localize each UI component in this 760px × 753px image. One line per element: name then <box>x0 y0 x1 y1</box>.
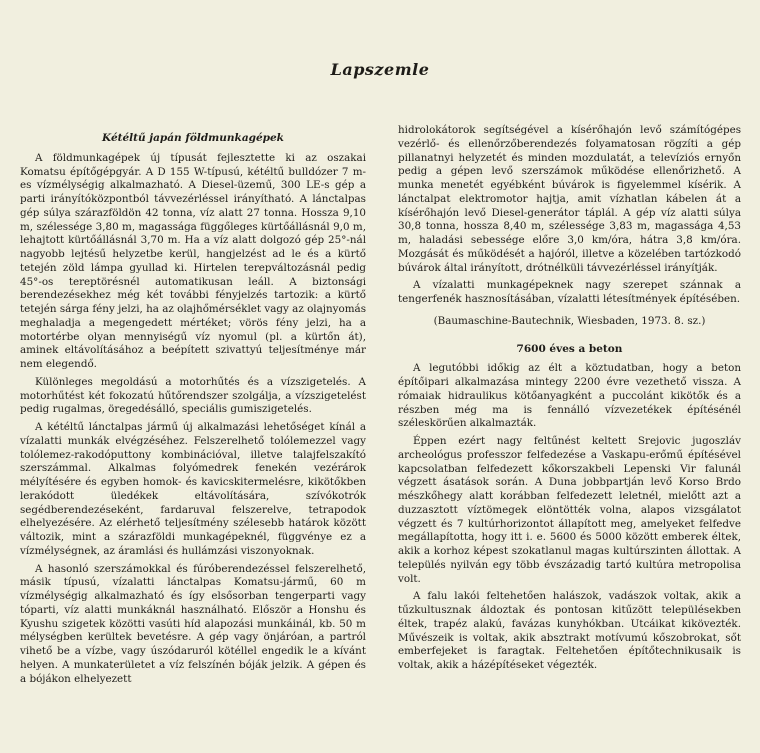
article2-title: 7600 éves a beton <box>516 342 623 355</box>
article2-paragraph: A falu lakói feltehetően halászok, vadászok voltak, akik a tűzkultusznak áldoztak és pontosan kitűzött településekben éltek, trapéz alakú, favázas kunyhókban. Utcáikat kikövezték. Művészeik is voltak, akik absztrakt motívumú kőszobrokat, sőt emberfejeket is faragtak. Feltehetően építőtechnikusaik is voltak, akik a házépítéseket végezték. <box>398 590 741 671</box>
article1-paragraph: Különleges megoldású a motorhűtés és a vízszigetelés. A motorhűtést két fokozatú hűtőrendszer szolgálja, a vízszigetelést pedig rugalmas, öregedésálló, speciális gumiszigetelés. <box>20 375 366 416</box>
article1-paragraph: A kétéltű lánctalpas jármű új alkalmazási lehetőséget kínál a vízalatti munkák elvégzéséhez. Felszerelhető tolólemezzel vagy tolólemez-rakodóputtony kombinációval, illetve talajfelszakító szerszámmal. Alkalmas folyómedrek fenekén vezérárok mélyítésére és egyben homok- és kavicskitermelésre, kikötőkben lerakódott üledékek eltávolítására, szívókotrók segédberendezéseként, fardaruval felszerelve, tetrapodok elhelyezésére. Az elérhető teljesítmény szélesebb határok között változik, mint a szárazföldi munkagépeknél, függvénye ez a vízmélységnek, az áramlási és hullámzási viszonyoknak. <box>20 421 366 557</box>
article2-paragraph: Éppen ezért nagy feltűnést keltett Srejovic jugoszláv archeológus professzor felfedezése a Vaskapu-erőmű építésével kapcsolatban felfedezett kőkorszakbeli Lepenski Vir falunál végzett ásatások során. A Duna jobbpartján levő Korso Brdo mészkőhegy alatt korábban felfedezett leletnél, mielőtt azt a duzzasztott víztömegek elöntötték volna, alapos vizsgálatot végzett és 7 kultúrhorizontot állapított meg, amelyeket felfedve megállapította, hogy itt i. e. 5600 és 5000 között emberek éltek, akik a korhoz képest szokatlanul magas kultúrszinten állottak. A település nyilván egy több évszázadig tartó kultúra metropolisa volt. <box>398 435 741 585</box>
article1-title: Kétéltű japán földmunkagépek <box>102 132 284 144</box>
article2-paragraph: A legutóbbi időkig az élt a köztudatban, hogy a beton építőipari alkalmazása mintegy 2200 évre vezethető vissza. A rómaiak hidraulikus kötőanyagként a puccolánt kikötők és a részben még ma is fennálló vízvezetékek építésénél széleskörűen alkalmazták. <box>398 362 741 430</box>
article1-paragraph-continued: hidrolokátorok segítségével a kísérőhajón levő számítógépes vezérlő- és ellenőrzőberendezés folyamatosan rögzíti a gép pillanatnyi helyzetét és minden mozdulatát, a televíziós ernyőn pedig a gépen levő szerszámok működése ellenőrizhető. A munka menetét egyébként búvárok is figyelemmel kísérik. A lánctalpat elektromotor hajtja, amit vízhatlan kábelen át a kísérőhajón levő Diesel-generátor táplál. A gép víz alatti súlya 30,8 tonna, hossza 8,40 m, szélessége 3,83 m, magassága 4,53 m, haladási sebessége előre 3,0 km/óra, hátra 3,8 km/óra. Mozgását és működését a hajóról, illetve a közelében tartózkodó búvárok által irányított, drótnélküli távvezérléssel irányítják. <box>398 124 741 274</box>
article1-paragraph: A földmunkagépek új típusát fejlesztette ki az oszakai Komatsu építőgépgyár. A D 155 W-típusú, kétéltű bulldózer 7 m-es vízmélységig alkalmazható. A Diesel-üzemű, 300 LE-s gép a parti irányítóközpontból távvezérléssel irányítható. A lánctalpas gép súlya szárazföldön 42 tonna, víz alatt 27 tonna. Hossza 9,10 m, szélessége 3,80 m, magassága függőleges kürtőállásnál 9,0 m, lehajtott kürtőállásnál 3,70 m. Ha a víz alatt dolgozó gép 25°-nál nagyobb lejtésű helyzetbe kerül, hangjelzést ad le és a kürtő tetején zöld lámpa gyullad ki. Hirtelen terepváltozásnál pedig 45°-os tereptörésnél automatikusan leáll. A biztonsági berendezésekhez még két további fényjelzés tartozik: a kürtő tetején sárga fény jelzi, ha az olajhőmérséklet vagy az olajnyomás meghaladja a megengedett mértéket; vörös fény jelzi, ha a motortérbe olyan mennyiségű víz nyomul (pl. a kürtőn át), aminek eltávolításához a beépített szivattyú teljesítménye már nem elegendő. <box>20 151 366 370</box>
article1-paragraph: A vízalatti munkagépeknek nagy szerepet szánnak a tengerfenék hasznosításában, vízalatti létesítmények építésében. <box>398 279 741 305</box>
article1-paragraph: A hasonló szerszámokkal és fúróberendezéssel felszerelhető, másik típusú, vízalatti lánctalpas Komatsu-jármű, 60 m vízmélységig alkalmazható és így elsősorban tengerparti vagy tóparti, víz alatti munkáknál használható. Először a Honshu és Kyushu szigetek közötti vasúti híd alapozási munkáinál, kb. 50 m mélységben kerültek bevetésre. A gép vagy önjáróan, a partról vihető be a vízbe, vagy úszódaruról kötéllel engedik le a kívánt helyen. A munkaterületet a víz felszínén bóják jelzik. A gépen és a bójákon elhelyezett <box>20 562 366 685</box>
left-column <box>20 132 366 686</box>
right-column <box>398 124 741 673</box>
article1-source: (Baumaschine-Bautechnik, Wiesbaden, 1973. 8. sz.) <box>433 314 706 327</box>
page-title: Lapszemle <box>330 60 430 79</box>
